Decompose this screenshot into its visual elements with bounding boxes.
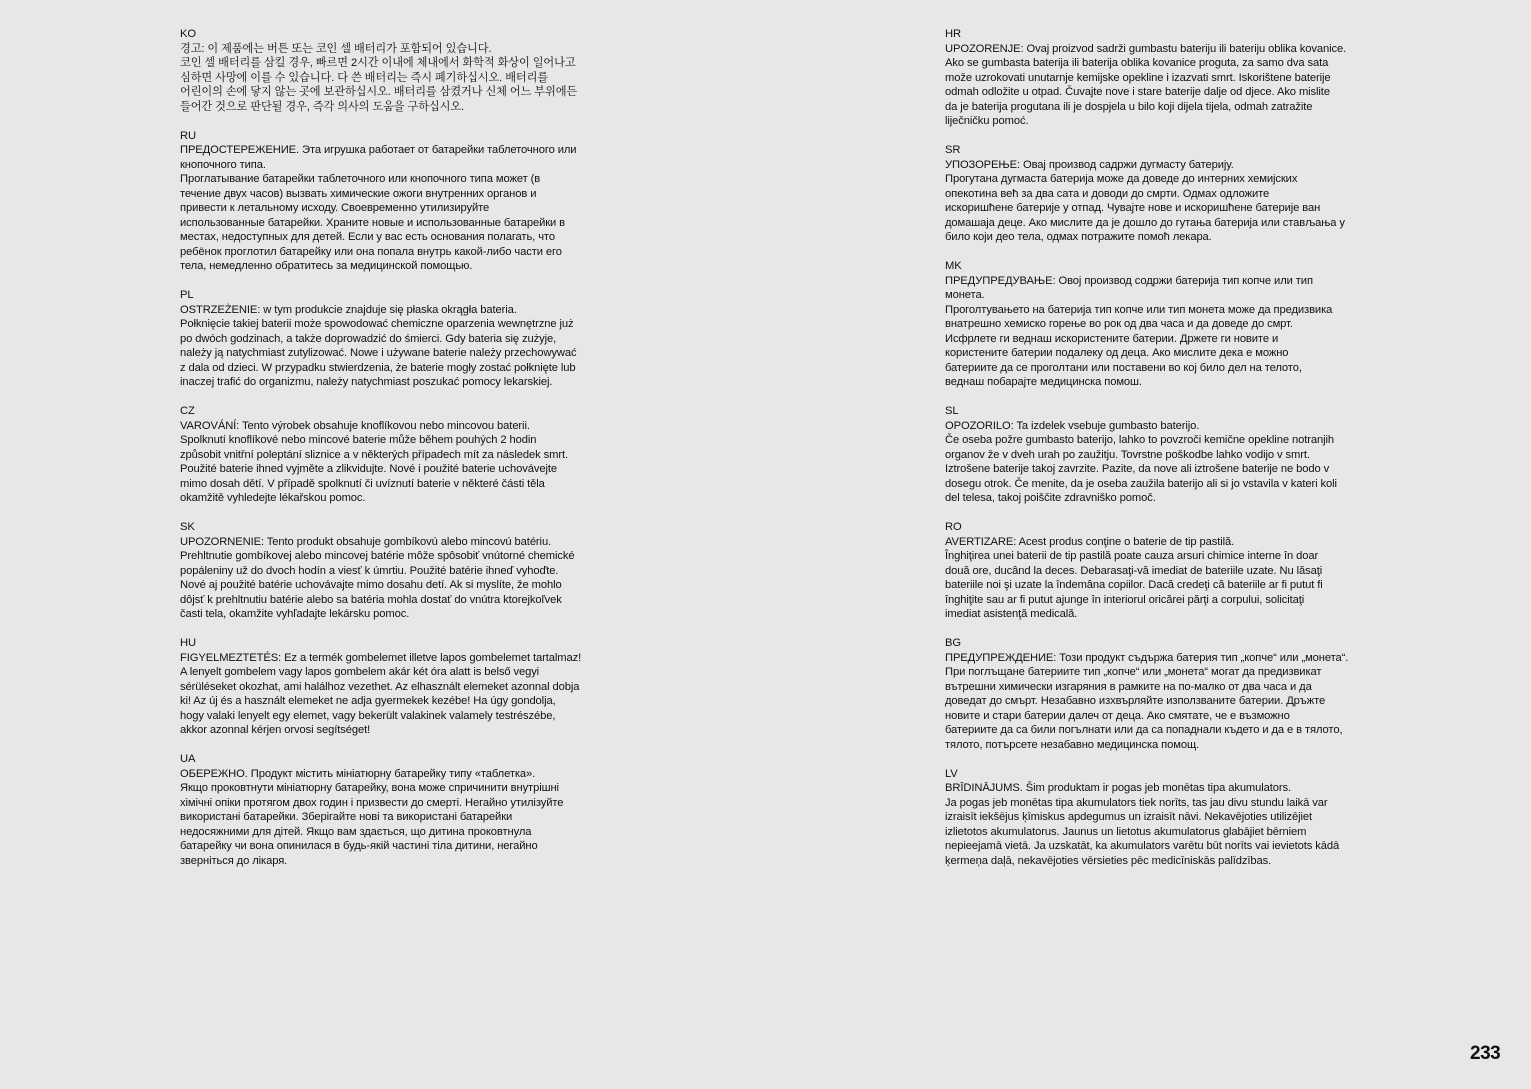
warning-text-line: UPOZORENJE: Ovaj proizvod sadrži gumbastu bateriju ili bateriju oblika kovanice. [945,42,1347,55]
warning-text-line: mimo dosah dětí. V případě spolknutí či uvíznutí baterie v některé části těla [180,477,545,490]
warning-section-ua [180,752,650,868]
warning-text-line: 경고: 이 제품에는 버튼 또는 코인 셀 배터리가 포함되어 있습니다. [180,42,492,55]
warning-text-line: Použité baterie ihned vyjměte a zlikvidujte. Nové i použité baterie uchovávejte [180,463,558,475]
warning-text-line: внатрешно хемиско горење во рок од два часа и да доведе до смрт. [945,318,1293,330]
warning-text-line: ПРЕДУПРЕЖДЕНИЕ: Този продукт съдържа батерия тип „копче“ или „монета“. [945,651,1349,664]
warning-text-line: використані батарейки. Зберігайте нові та використані батарейки [180,811,513,823]
warning-text-line: тела, немедленно обратитесь за медицинской помощью. [180,260,473,272]
language-code: MK [945,260,962,272]
warning-text-line: привести к летальному исходу. Своевременно утилизируйте [180,202,490,214]
page-number: 233 [1470,1043,1501,1064]
warning-section-cz [180,404,650,506]
warning-text-line: dôjsť k prehltnutiu batérie alebo sa batéria mohla dostať do vnútra ktorejkoľvek [180,593,562,606]
warning-section-lv [945,767,1415,869]
warning-section-sl [945,404,1415,506]
language-code: CZ [180,405,195,417]
language-code: SK [180,521,195,533]
warning-section-ro [945,520,1415,622]
warning-text-line: može uzrokovati unutarnje kemijske opekline i izazvati smrt. Iskorištene baterije [945,71,1331,84]
warning-text-line: liječničku pomoć. [945,115,1029,127]
warning-text-line: использованные батарейки. Храните новые и использованные батарейки в [180,216,566,229]
warning-text-line: Înghiţirea unei baterii de tip pastilă poate cauza arsuri chimice interne în doar [945,550,1319,562]
warning-text-line: FIGYELMEZTETÉS: Ez a termék gombelemet illetve lapos gombelemet tartalmaz! [180,651,582,664]
warning-section-mk [945,259,1415,390]
warning-text-line: вътрешни химически изгаряния в рамките на по-малко от два часа и да [945,680,1312,693]
warning-text-line: ķermeņa daļā, nekavējoties vērsieties pēc medicīniskās palīdzības. [945,854,1272,867]
language-code: HU [180,637,196,649]
warning-text-line: монета. [945,289,985,301]
warning-text-line: inaczej trafić do organizmu, należy natychmiast poszukać pomocy lekarskiej. [180,376,553,388]
language-code: UA [180,753,196,765]
warning-text-line: imediat asistenţă medicală. [945,608,1078,620]
warning-text-line: 심하면 사망에 이를 수 있습니다. 다 쓴 배터리는 즉시 폐기하십시오. 배터리를 [180,71,549,84]
warning-text-line: новите и стари батерии далеч от деца. Ако смятате, че е възможно [945,709,1290,722]
warning-text-line: należy ją natychmiast zutylizować. Nowe i używane baterie należy przechowywać [180,347,577,359]
warning-text-line: искоришћене батерије у отпад. Чувајте нове и искоришћене батерије ван [945,202,1321,214]
right-column [945,27,1415,883]
left-column [180,27,650,883]
warning-text-line: ребёнок проглотил батарейку или она попала внутрь какой-либо части его [180,245,562,258]
warning-text-line: izraisīt iekšējus ķīmiskus apdegumus un izraisīt nāvi. Nekavējoties utilizējiet [945,811,1313,823]
language-code: HR [945,28,961,40]
warning-text-line: ki! Az új és a használt elemeket ne adja gyermekek kezébe! Ha úgy gondolja, [180,695,556,707]
warning-text-line: organov že v dveh urah po zaužitju. Tovrstne poškodbe lahko vodijo v smrt. [945,448,1310,461]
warning-text-line: ПРЕДУПРЕДУВАЊЕ: Овој производ содржи батерија тип копче или тип [945,274,1313,287]
warning-text-line: BRĪDINĀJUMS. Šim produktam ir pogas jeb monētas tipa akumulators. [945,782,1292,794]
language-code: RU [180,129,196,142]
warning-text-line: УПОЗОРЕЊЕ: Овај производ садржи дугмасту батерију. [945,158,1234,171]
warning-text-line: OPOZORILO: Ta izdelek vsebuje gumbasto baterijo. [945,419,1200,432]
warning-text-line: Połknięcie takiej baterii może spowodować chemiczne oparzenia wewnętrzne już [180,318,574,330]
warning-text-line: веднаш побарајте медицинска помош. [945,376,1142,388]
warning-text-line: Ja pogas jeb monētas tipa akumulators tiek norīts, tas jau divu stundu laikā var [945,796,1328,809]
warning-text-line: okamžitě vyhledejte lékařskou pomoc. [180,492,366,504]
warning-text-line: dosegu otrok. Če menite, da je oseba zaužila baterijo ali si jo vstavila v kateri koli [945,477,1337,490]
warning-text-line: hogy valaki lenyelt egy elemet, vagy bekerült valakinek valamely testrészébe, [180,709,556,722]
warning-text-line: 들어간 것으로 판단될 경우, 즉각 의사의 도움을 구하십시오. [180,100,465,113]
warning-text-line: хімічні опіки протягом двох годин і призвести до смерті. Негайно утилізуйте [180,796,564,809]
warning-text-line: Če oseba požre gumbasto baterijo, lahko to povzroči kemične opekline notranjih [945,434,1334,446]
warning-text-line: тялото, потърсете незабавно медицинска помощ. [945,738,1200,751]
warning-text-line: било који део тела, одмах потражите помоћ лекара. [945,231,1212,243]
warning-section-ko [180,27,650,114]
warning-text-line: VAROVÁNÍ: Tento výrobek obsahuje knoflíkovou nebo mincovou baterii. [180,419,530,432]
language-code: KO [180,28,196,40]
warning-text-line: A lenyelt gombelem vagy lapos gombelem akár két óra alatt is belső vegyi [180,666,540,678]
warning-text-line: înghiţite sau ar fi putut ajunge în interiorul oricărei părţi a corpului, solicitaţi [945,593,1305,606]
warning-text-line: батарейку чи вона опинилася в будь-якій частині тіла дитини, негайно [180,840,538,852]
warning-text-line: Проглатывание батарейки таблеточного или кнопочного типа может (в [180,173,541,185]
warning-text-line: izlietotos akumulatorus. Jaunus un lietotus akumulatorus glabājiet bērniem [945,825,1307,838]
warning-text-line: akkor azonnal kérjen orvosi segítséget! [180,724,371,736]
language-code: PL [180,289,194,301]
warning-text-line: způsobit vnitřní poleptání sliznice a v některých případech mít za následek smrt. [180,448,569,461]
language-code: RO [945,521,962,533]
warning-text-line: Nové aj použité batérie uchovávajte mimo dosahu detí. Ak si myslíte, že mohlo [180,579,562,591]
warning-section-hu [180,636,650,738]
warning-text-line: Прогутана дугмаста батерија може да доведе до интерних хемијских [945,173,1298,185]
warning-text-line: кнопочного типа. [180,158,266,171]
warning-section-sr [945,143,1415,245]
warning-text-line: po dwóch godzinach, a także doprowadzić do śmierci. Gdy bateria się zużyje, [180,332,557,345]
language-code: LV [945,767,958,780]
warning-text-line: Spolknutí knoflíkové nebo mincové baterie může během pouhých 2 hodin [180,434,537,446]
warning-text-line: del telesa, takoj poiščite zdravniško pomoč. [945,492,1156,504]
warning-text-line: bateriile noi şi uzate la îndemâna copiilor. Dacă credeţi că bateriile ar fi putut fi [945,579,1323,591]
language-code: BG [945,637,961,649]
warning-text-line: недосяжними для дітей. Якщо вам здається, що дитина проковтнула [180,825,532,838]
warning-text-line: Prehltnutie gombíkovej alebo mincovej batérie môže spôsobiť vnútorné chemické [180,550,575,562]
warning-text-line: 코인 셀 배터리를 삼킬 경우, 빠르면 2시간 이내에 체내에서 화학적 화상이 일어나고 [180,57,576,69]
warning-text-line: ОБЕРЕЖНО. Продукт містить мініатюрну батарейку типу «таблетка». [180,767,536,780]
warning-text-line: da je baterija progutana ili je dospjela u bilo koji dijela tijela, odmah zatražite [945,100,1313,113]
warning-text-line: Якщо проковтнути мініатюрну батарейку, вона може спричинити внутрішні [180,782,559,794]
warning-text-line: местах, недоступных для детей. Если у вас есть основания полагать, что [180,231,555,243]
warning-section-sk [180,520,650,622]
warning-text-line: користените батерии подалеку од деца. Ако мислите дека е можно [945,347,1289,359]
warning-section-bg [945,636,1415,752]
warning-text-line: Iztrošene baterije takoj zavrzite. Pazite, da nove ali iztrošene baterije ne bodo v [945,463,1330,475]
warning-text-line: sérüléseket okozhat, ami halálhoz vezethet. Az elhasznált elemeket azonnal dobja [180,680,580,693]
language-code: SR [945,144,961,156]
warning-text-line: časti tela, okamžite vyhľadajte lekársku pomoc. [180,608,410,620]
warning-section-hr [945,27,1415,129]
warning-text-line: течение двух часов) вызвать химические ожоги внутренних органов и [180,187,537,200]
warning-text-line: nepieejamā vietā. Ja uzskatāt, ka akumulators varētu būt norīts vai ievietots kādā [945,840,1340,852]
warning-section-ru [180,129,650,274]
warning-text-line: z dala od dzieci. W przypadku stwierdzenia, że baterie mogły zostać połknięte lub [180,361,576,374]
warning-text-line: două ore, ducând la deces. Debarasaţi-vă imediat de bateriile uzate. Nu lăsaţi [945,564,1323,577]
warning-text-line: UPOZORNENIE: Tento produkt obsahuje gombíkovú alebo mincovú batériu. [180,535,552,548]
warning-text-line: При поглъщане батериите тип „копче“ или „монета“ могат да предизвикат [945,666,1322,678]
warning-text-line: ПРЕДОСТЕРЕЖЕНИЕ. Эта игрушка работает от батарейки таблеточного или [180,144,577,156]
warning-text-line: Ako se gumbasta baterija ili baterija oblika kovanice proguta, za samo dva sata [945,57,1329,69]
warning-section-pl [180,288,650,390]
warning-text-line: OSTRZEŻENIE: w tym produkcie znajduje się płaska okrągła bateria. [180,303,517,316]
warning-text-line: опекотина већ за два сата и доводи до смрти. Одмах одложите [945,187,1270,200]
warning-text-line: Проголтувањето на батерија тип копче или тип монета може да предизвика [945,303,1333,316]
warning-text-line: 어린이의 손에 닿지 않는 곳에 보관하십시오. 배터리를 삼켰거나 신체 어느 부위에든 [180,86,578,98]
warning-text-line: AVERTIZARE: Acest produs conţine o baterie de tip pastilă. [945,535,1235,548]
warning-text-line: odmah odložite u otpad. Čuvajte nove i stare baterije dalje od djece. Ako mislite [945,86,1330,98]
language-code: SL [945,405,959,417]
warning-text-line: popáleniny už do dvoch hodín a viesť k úmrtiu. Použité batérie ihneď vyhoďte. [180,564,559,577]
warning-text-line: Исфрлете ги веднаш искористените батерии. Држете ги новите и [945,332,1279,345]
warning-text-line: доведат до смърт. Незабавно изхвърляйте използваните батерии. Дръжте [945,695,1326,707]
warning-text-line: домашаја деце. Ако мислите да је дошло до гутања батерија или стављања у [945,216,1345,229]
warning-text-line: батериите да са били погълнати или да са попаднали където и да е в тялото, [945,724,1343,736]
warning-text-line: батериите да се проголтани или поставени во кој било дел на телото, [945,361,1302,374]
warning-text-line: зверніться до лікаря. [180,854,288,867]
